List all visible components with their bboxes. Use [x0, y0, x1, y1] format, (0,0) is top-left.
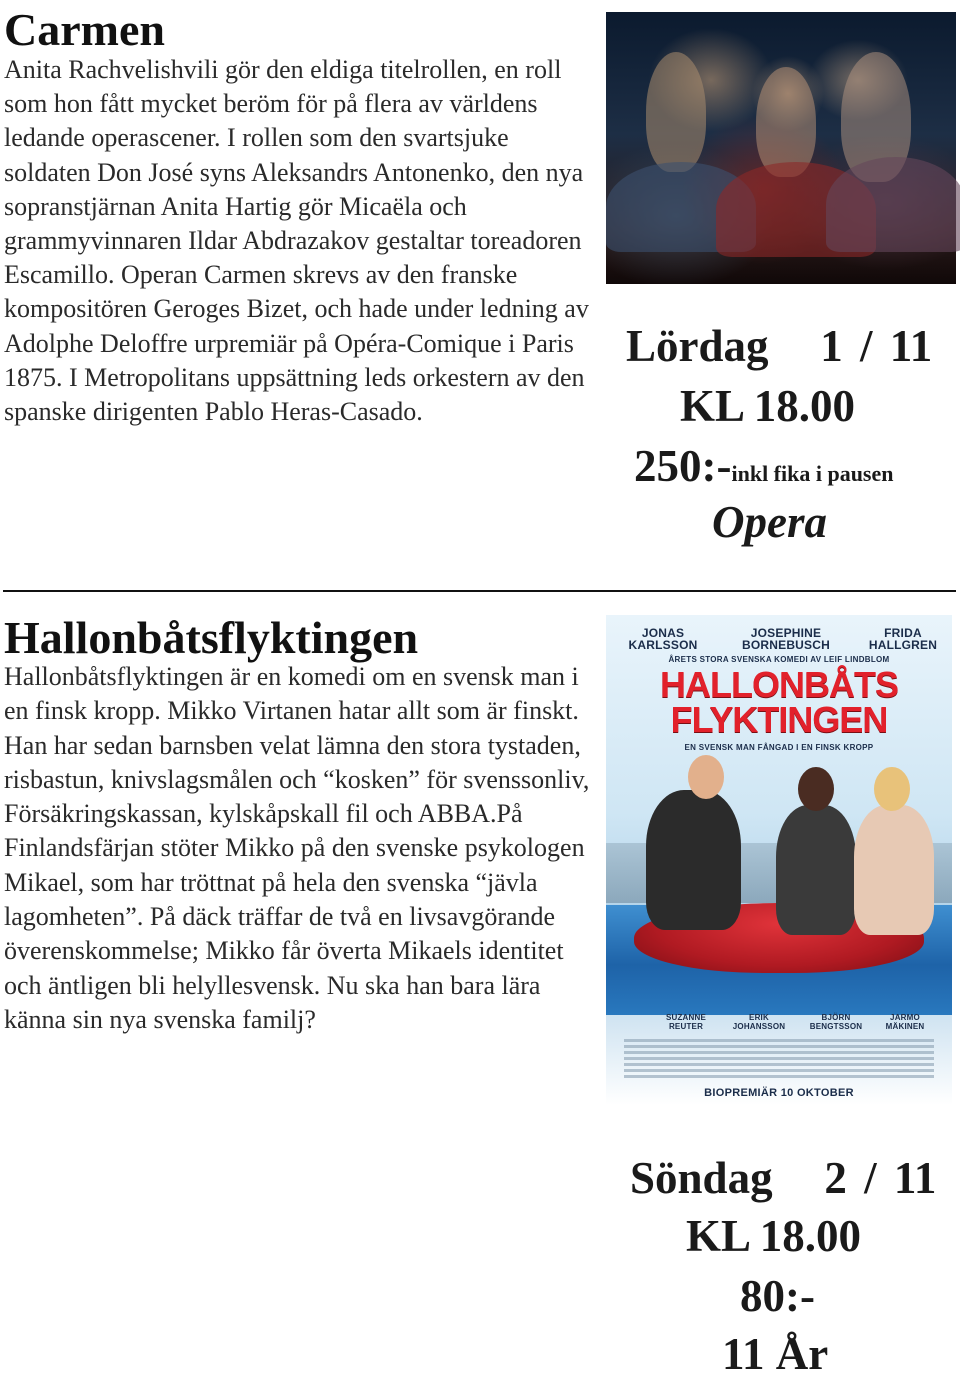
film-heading: Hallonbåtsflyktingen [4, 612, 419, 663]
poster-actor-last: BENGTSSON [809, 1022, 863, 1031]
poster-actor-bottom [656, 1013, 716, 1031]
event1-category: Opera [712, 497, 827, 547]
poster-actor-last: JOHANSSON [732, 1022, 786, 1031]
poster-tagline: ÅRETS STORA SVENSKA KOMEDI AV LEIF LINDBLOM [668, 655, 890, 664]
poster-person-head [798, 767, 834, 811]
event2-time: KL 18.00 [686, 1211, 862, 1261]
event1-price-note: inkl fika i pausen [731, 461, 894, 486]
poster-credit-block [624, 1039, 934, 1042]
poster-actor-last: KARLSSON [628, 638, 698, 652]
event2-price: 80:- [740, 1271, 815, 1321]
poster-actor-last: REUTER [668, 1022, 704, 1031]
poster-person [646, 790, 741, 930]
event2-age-limit: 11 År [722, 1329, 829, 1379]
poster-person-head [688, 755, 724, 799]
poster-title-line1: HALLONBÅTS [660, 664, 898, 705]
event1-date: Lördag 1 / 11 [626, 321, 933, 371]
poster-actor-first: FRIDA [884, 626, 922, 640]
poster-actor-bottom [726, 1013, 792, 1031]
poster-credit-block [624, 1057, 934, 1060]
poster-title-line2: FLYKTINGEN [670, 699, 888, 740]
poster-premiere: BIOPREMIÄR 10 OKTOBER [704, 1087, 854, 1099]
poster-credit-block [624, 1063, 934, 1066]
poster-actor-top [860, 627, 946, 651]
poster-credit-block [624, 1069, 934, 1072]
poster-actor-top [620, 627, 706, 651]
film-poster [606, 615, 952, 1105]
poster-actor-bottom [874, 1013, 936, 1031]
poster-actor-first: BJÖRN [821, 1013, 851, 1022]
poster-actor-first: JONAS [641, 626, 685, 640]
poster-actor-last: HALLGREN [868, 638, 938, 652]
event2-date: Söndag 2 / 11 [630, 1153, 937, 1203]
photo-skirt [826, 157, 960, 252]
section-divider [3, 590, 956, 592]
poster-credit-block [624, 1045, 934, 1048]
poster-actor-first: ERIK [749, 1013, 769, 1022]
poster-actor-bottom [800, 1013, 872, 1031]
event1-time: KL 18.00 [680, 381, 856, 431]
event1-price: 250:- [634, 441, 732, 491]
poster-actor-first: JARMO [890, 1013, 920, 1022]
photo-figure [646, 52, 706, 172]
poster-person [854, 805, 934, 935]
poster-subtitle: EN SVENSK MAN FÅNGAD I EN FINSK KROPP [684, 743, 874, 752]
poster-actor-last: BORNEBUSCH [741, 638, 830, 652]
poster-actor-first: SUZANNE [665, 1013, 707, 1022]
carmen-heading: Carmen [4, 4, 165, 55]
event1-price-line [634, 438, 894, 502]
poster-person-head [874, 767, 910, 811]
poster-person [776, 805, 856, 935]
poster-actor-top [726, 627, 846, 651]
carmen-production-photo [606, 12, 956, 284]
poster-actor-first: JOSEPHINE [750, 626, 822, 640]
poster-credit-block [624, 1075, 934, 1078]
poster-credit-block [624, 1051, 934, 1054]
carmen-description: Anita Rachvelishvili gör den eldiga titelrollen, en roll som hon fått mycket beröm för på flera av världens ledande operascener. I rollen som den svartsjuke soldaten Don José syns Aleksandrs Antonenko, den nya sopranstjärnan Anita Hartig gör Micaëla och grammyvinnaren Ildar Abdrazakov gestaltar toreadoren Escamillo. Operan Carmen skrevs av den franske kompositören Geroges Bizet, och hade under ledning av Adolphe Deloffre urpremiär på Opéra-Comique i Paris 1875. I Metropolitans uppsättning leds orkestern av den spanske dirigenten Pablo Heras-Casado. [4, 55, 589, 427]
film-description: Hallonbåtsflyktingen är en komedi om en svensk man i en finsk kropp. Mikko Virtanen hatar allt som är finskt. Han har sedan barnsben velat lämna den stora tystaden, risbastun, knivslagsmålen och “kosken” för svenssonliv, Försäkringskassan, kylskåpskall fil och ABBA.På Finlandsfärjan stöter Mikko på den svenske psykologen Mikael, som har tröttnat på hela den svenska “jävla lagomheten”. På däck träffar de två en livsavgörande överenskommelse; Mikko får överta Mikaels identitet och äntligen bli helyllesvensk. Nu ska han bara lära känna sin nya svenska familj? [4, 662, 590, 1034]
photo-figure [756, 67, 816, 177]
poster-actor-last: MÄKINEN [885, 1022, 925, 1031]
